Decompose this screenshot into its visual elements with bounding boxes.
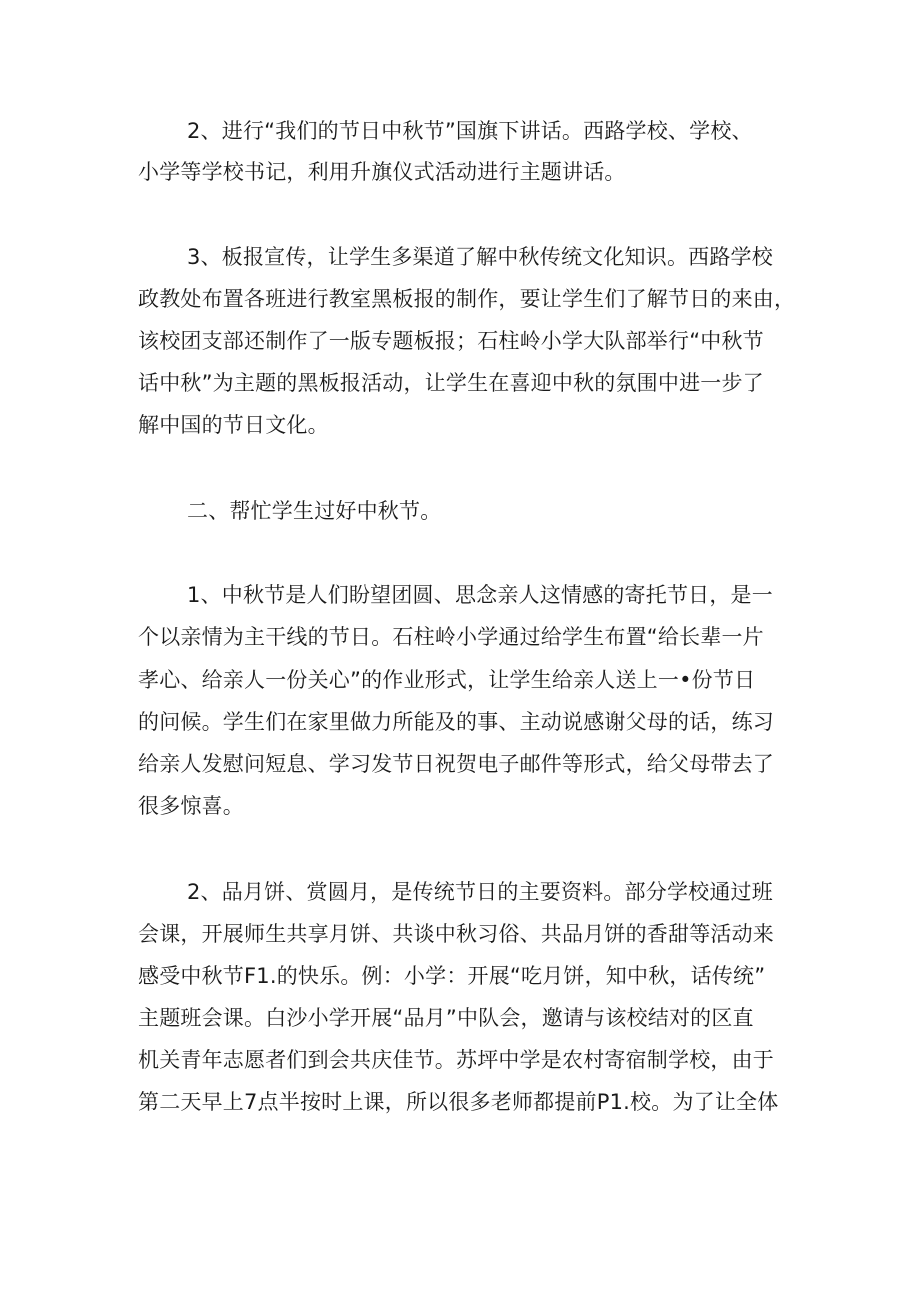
paragraph-line: 会课，开展师生共享月饼、共谈中秋习俗、共品月饼的香甜等活动来: [138, 922, 774, 946]
paragraph-line: 很多惊喜。: [138, 794, 244, 818]
paragraph-line: 政教处布置各班进行教室黑板报的制作，要让学生们了解节日的来由，: [138, 287, 796, 311]
paragraph-line: 给亲人发慰问短息、学习发节日祝贺电子邮件等形式，给父母带去了: [138, 752, 774, 776]
paragraph-line: 3、板报宣传，让学生多渠道了解中秋传统文化知识。西路学校: [187, 245, 773, 269]
paragraph-line: 解中国的节日文化。: [138, 413, 329, 437]
paragraph-line: 孝心、给亲人一份关心”的作业形式，让学生给亲人送上一•份节日: [138, 668, 756, 692]
paragraph-line: 第二天早上7点半按时上课，所以很多老师都提前P1.校。为了让全体: [138, 1090, 779, 1114]
paragraph-line: 机关青年志愿者们到会共庆佳节。苏坪中学是农村寄宿制学校，由于: [138, 1048, 774, 1072]
paragraph-line: 话中秋”为主题的黑板报活动，让学生在喜迎中秋的氛围中进一步了: [138, 371, 764, 395]
paragraph-line: 主题班会课。白沙小学开展“品月”中队会，邀请与该校结对的区直: [138, 1006, 754, 1030]
paragraph-line: 的问候。学生们在家里做力所能及的事、主动说感谢父母的话，练习: [138, 710, 774, 734]
paragraph-line: 小学等学校书记，利用升旗仪式活动进行主题讲话。: [138, 160, 626, 184]
paragraph-line: 感受中秋节F1.的快乐。例：小学：开展“吃月饼，知中秋，话传统”: [138, 964, 766, 988]
paragraph-line: 个以亲情为主干线的节日。石柱岭小学通过给学生布置“给长辈一片: [138, 625, 764, 649]
paragraph-line: 1、中秋节是人们盼望团圆、思念亲人这情感的寄托节日，是一: [187, 583, 773, 607]
paragraph-line: 该校团支部还制作了一版专题板报；石柱岭小学大队部举行“中秋节: [138, 329, 764, 353]
paragraph-line: 2、品月饼、赏圆月，是传统节日的主要资料。部分学校通过班: [187, 880, 773, 904]
paragraph-line: 2、进行“我们的节日中秋节”国旗下讲话。西路学校、学校、: [187, 119, 753, 143]
section-heading: 二、帮忙学生过好中秋节。: [187, 499, 442, 523]
